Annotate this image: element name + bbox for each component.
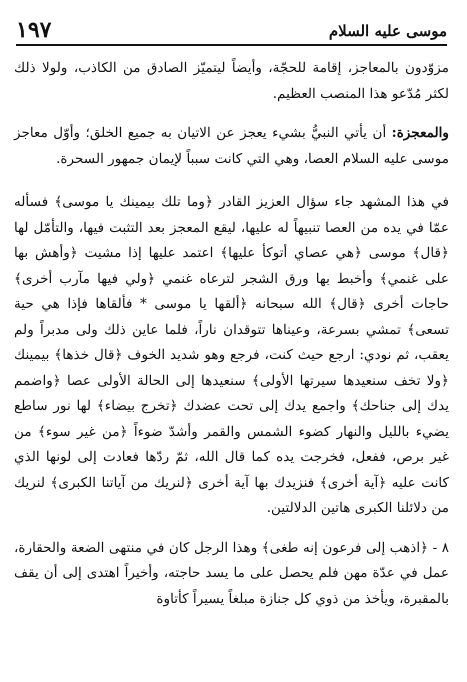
page-header [16,8,447,46]
paragraph-pharaoh [14,536,449,613]
paragraph-text: في هذا المشهد جاء سؤال العزيز القادر ﴿وما تلك بيمينك يا موسى﴾ فسأله عمّا في يده من العصا تنبيهاً له عليها، ليقع المعجز بعد التثبت فيها، والتأمّل لها ﴿قال﴾ موسى ﴿هي عصاي أتوكأ عليها﴾ اعتمد عليها إذا مشيت ﴿وأهش بها على غنمي﴾ وأخبط بها ورق الشجر لترعاه غنمي ﴿ولي فيها مآرب أخرى﴾ حاجات أخرى ﴿قال﴾ الله سبحانه ﴿ألقها يا موسى * فألقاها فإذا هي حية تسعى﴾ تمشي بسرعة، وعيناها تتوقدان ناراً، فلما عاين ذلك ولى مدبراً ولم يعقب، ثم نودي: ارجع حيث كنت، فرجع وهو شديد الخوف ﴿قال خذها﴾ بيمينك ﴿ولا تخف سنعيدها سيرتها الأولى﴾ سنعيدها إلى الحالة الأولى عصا ﴿واضمم يدك إلى جناحك﴾ واجمع يدك إلى تحت عضدك ﴿تخرج بيضاء﴾ لها نور ساطع يضيء بالليل والنهار كضوء الشمس والقمر وأشدّ ضوءاً ﴿من غير سوء﴾ من غير برص، ففعل، فخرجت يده كما قال الله، ثمّ ردّها فعادت إلى لونها الذي كانت عليه ﴿آية أخرى﴾ فنزيدك بها آية أخرى ﴿لنريك من آياتنا الكبرى﴾ لنريك من دلائلنا الكبرى هاتين الدلالتين. [14,194,449,516]
paragraph-text: مزوّدون بالمعاجز، إقامة للحجّة، وأيضاً ليتميّز الصادق من الكاذب، ولولا ذلك لكثر مُدّعو هذا المنصب العظيم. [14,60,449,102]
paragraph-text: أن يأتي النبيُّ بشيء يعجز عن الاتيان به جميع الخلق؛ وأوّل معاجز موسى عليه السلام العصا، وهي التي كانت سبباً لإيمان جمهور السحرة. [14,125,449,167]
running-title: موسى عليه السلام [328,22,447,40]
page-number: ١٩٧ [16,17,52,43]
paragraph-intro [14,56,449,107]
paragraph-text: ٨ - ﴿اذهب إلى فرعون إنه طغى﴾ وهذا الرجل كان في منتهى الضعة والحقارة، عمل في عدّة مهن فلم يحصل على ما يسد حاجته، وأخيراً اهتدى إلى أن يقف بالمقبرة، ويأخذ من ذوي كل جنازة مبلغاً يسيراً كأتاوة [14,539,449,607]
page-body [14,56,449,612]
paragraph-lead: والمعجزة: [391,125,449,141]
paragraph-miracle-definition [14,121,449,172]
paragraph-staff-scene [14,190,449,522]
